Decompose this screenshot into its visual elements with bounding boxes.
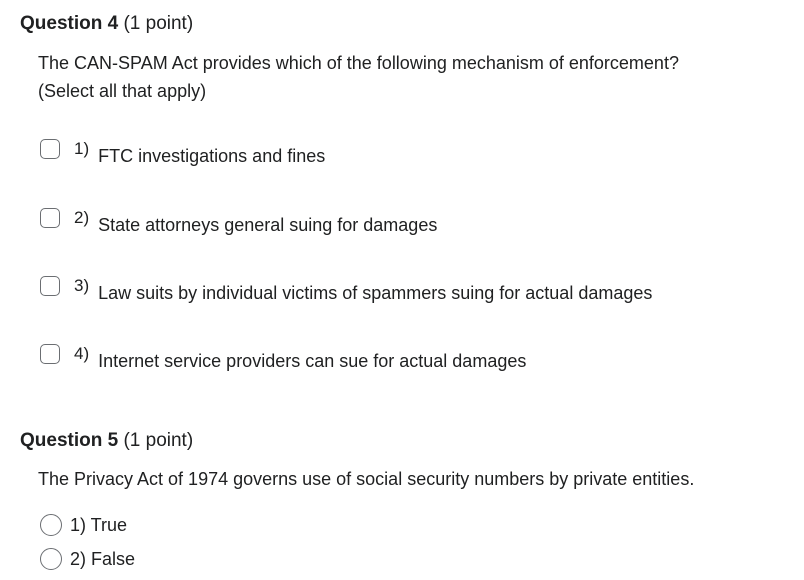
- radio-option-true[interactable]: [40, 512, 127, 538]
- option-number: 2): [74, 208, 90, 227]
- option-3[interactable]: [40, 277, 652, 305]
- option-4[interactable]: [40, 345, 526, 373]
- question-title: Question 4: [20, 13, 119, 34]
- question-4-text-line2: (Select all that apply): [38, 81, 207, 101]
- radio-option-false[interactable]: [40, 546, 135, 572]
- option-number: 4): [74, 344, 90, 363]
- option-number: 3): [74, 276, 90, 295]
- question-4-header: [20, 12, 193, 36]
- option-number: 1): [74, 139, 90, 158]
- checkbox-option-4[interactable]: [40, 344, 60, 364]
- checkbox-option-3[interactable]: [40, 276, 60, 296]
- question-5-text: The Privacy Act of 1974 governs use of social security numbers by private entities.: [38, 469, 695, 489]
- checkbox-option-1[interactable]: [40, 139, 60, 159]
- option-2[interactable]: [40, 209, 437, 237]
- checkbox-option-2[interactable]: [40, 208, 60, 228]
- option-text: State attorneys general suing for damages: [98, 214, 438, 235]
- option-text: FTC investigations and fines: [98, 145, 326, 166]
- question-points: (1 point): [118, 13, 194, 34]
- question-points: (1 point): [118, 430, 194, 451]
- radio-button-true[interactable]: [40, 514, 62, 536]
- option-1[interactable]: [40, 140, 325, 168]
- question-5-header: [20, 429, 193, 453]
- question-4-text-line1: The CAN-SPAM Act provides which of the following mechanism of enforcement?: [38, 53, 679, 73]
- option-text: Internet service providers can sue for actual damages: [98, 350, 527, 371]
- radio-label: 2) False: [70, 548, 136, 569]
- radio-label: 1) True: [70, 514, 128, 535]
- radio-button-false[interactable]: [40, 548, 62, 570]
- option-text: Law suits by individual victims of spammers suing for actual damages: [98, 282, 653, 303]
- question-title: Question 5: [20, 430, 119, 451]
